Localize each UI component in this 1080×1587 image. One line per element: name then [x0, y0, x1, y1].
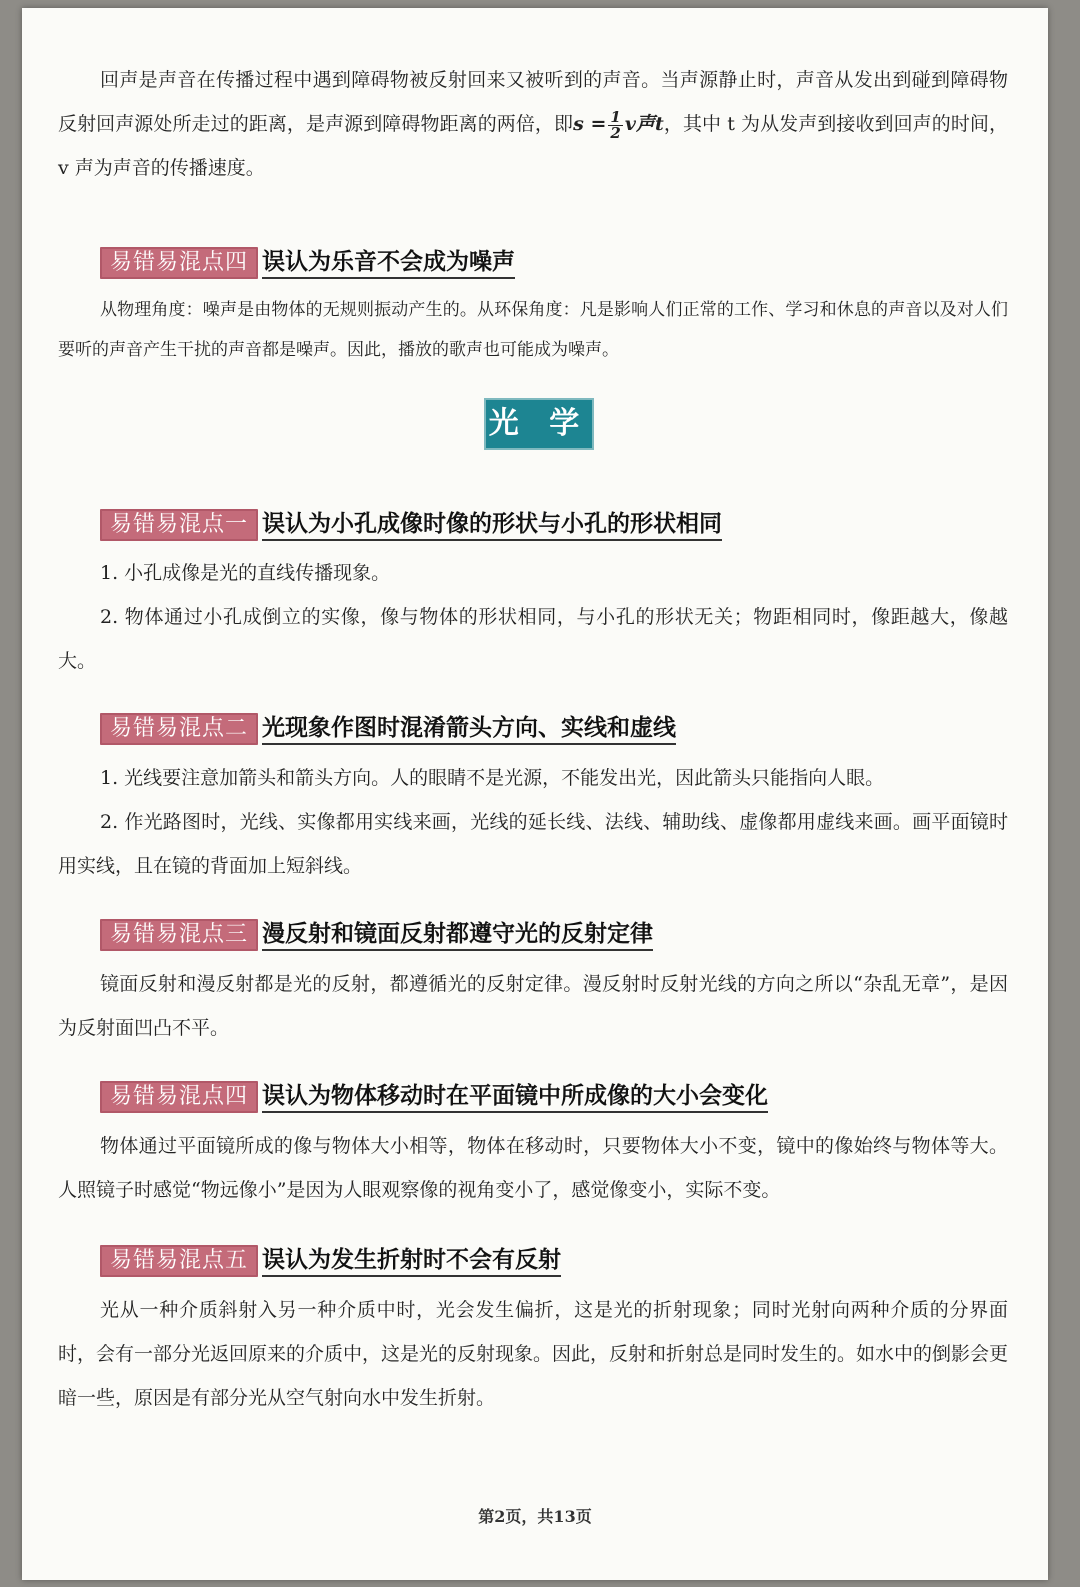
- optics-item1-heading: [100, 508, 722, 542]
- optics-item1-tag: 易错易混点一: [100, 509, 258, 541]
- optics-item2-para1: 1. 光线要注意加箭头和箭头方向。人的眼睛不是光源，不能发出光，因此箭头只能指向人眼。: [100, 767, 885, 789]
- sound-item4-heading: [100, 246, 515, 280]
- optics-item3-para1: 镜面反射和漫反射都是光的反射，都遵循光的反射定律。漫反射时反射光线的方向之所以“杂乱无章”，是因为反射面凹凸不平。: [58, 973, 1008, 1039]
- echo-text-after: ，其中 t 为从发声到接收到回声的时间，v 声为声音的传播速度。: [58, 113, 1008, 179]
- optics-section-title: 光 学: [484, 398, 594, 450]
- optics-item3-title: 漫反射和镜面反射都遵守光的反射定律: [262, 919, 653, 951]
- page: [22, 8, 1048, 1580]
- echo-text-before: 回声是声音在传播过程中遇到障碍物被反射回来又被听到的声音。当声源静止时，声音从发出到碰到障碍物反射回声源处所走过的距离，是声源到障碍物距离的两倍，即: [58, 69, 1008, 135]
- optics-item2-tag: 易错易混点二: [100, 713, 258, 745]
- optics-item3-heading: [100, 918, 653, 952]
- optics-item4-para1: 物体通过平面镜所成的像与物体大小相等，物体在移动时，只要物体大小不变，镜中的像始终与物体等大。人照镜子时感觉“物远像小”是因为人眼观察像的视角变小了，感觉像变小，实际不变。: [58, 1135, 1008, 1201]
- echo-paragraph: [58, 58, 1008, 190]
- optics-item4-heading: [100, 1080, 768, 1114]
- optics-item4-title: 误认为物体移动时在平面镜中所成像的大小会变化: [262, 1081, 768, 1113]
- optics-item5-tag: 易错易混点五: [100, 1245, 258, 1277]
- optics-item2-heading: [100, 712, 676, 746]
- optics-item1-title: 误认为小孔成像时像的形状与小孔的形状相同: [262, 509, 722, 541]
- page-number-footer: 第2页，共13页: [478, 1507, 592, 1526]
- optics-item3-tag: 易错易混点三: [100, 919, 258, 951]
- optics-item2-title: 光现象作图时混淆箭头方向、实线和虚线: [262, 713, 676, 745]
- optics-item5-heading: [100, 1244, 561, 1278]
- sound-item4-tag: 易错易混点四: [100, 247, 258, 279]
- echo-formula: s = $\frac{1}{2}$ v声t: [573, 107, 664, 142]
- optics-item5-para1: 光从一种介质斜射入另一种介质中时，光会发生偏折，这是光的折射现象；同时光射向两种介质的分界面时，会有一部分光返回原来的介质中，这是光的反射现象。因此，反射和折射总是同时发生的。如水中的倒影会更暗一些，原因是有部分光从空气射向水中发生折射。: [58, 1299, 1009, 1409]
- optics-item1-para1: 1. 小孔成像是光的直线传播现象。: [100, 562, 391, 584]
- optics-item1-para2: 2. 物体通过小孔成倒立的实像，像与物体的形状相同，与小孔的形状无关；物距相同时，像距越大，像越大。: [58, 606, 1008, 672]
- sound-item4-title: 误认为乐音不会成为噪声: [262, 247, 515, 279]
- optics-item2-para2: 2. 作光路图时，光线、实像都用实线来画，光线的延长线、法线、辅助线、虚像都用虚线来画。画平面镜时用实线，且在镜的背面加上短斜线。: [58, 811, 1008, 877]
- optics-item4-tag: 易错易混点四: [100, 1081, 258, 1113]
- formula-fraction: $\frac{1}{2}$: [610, 107, 621, 142]
- optics-item5-title: 误认为发生折射时不会有反射: [262, 1245, 561, 1277]
- sound-item4-text: 从物理角度：噪声是由物体的无规则振动产生的。从环保角度：凡是影响人们正常的工作、学习和休息的声音以及对人们要听的声音产生干扰的声音都是噪声。因此，播放的歌声也可能成为噪声。: [58, 300, 1008, 360]
